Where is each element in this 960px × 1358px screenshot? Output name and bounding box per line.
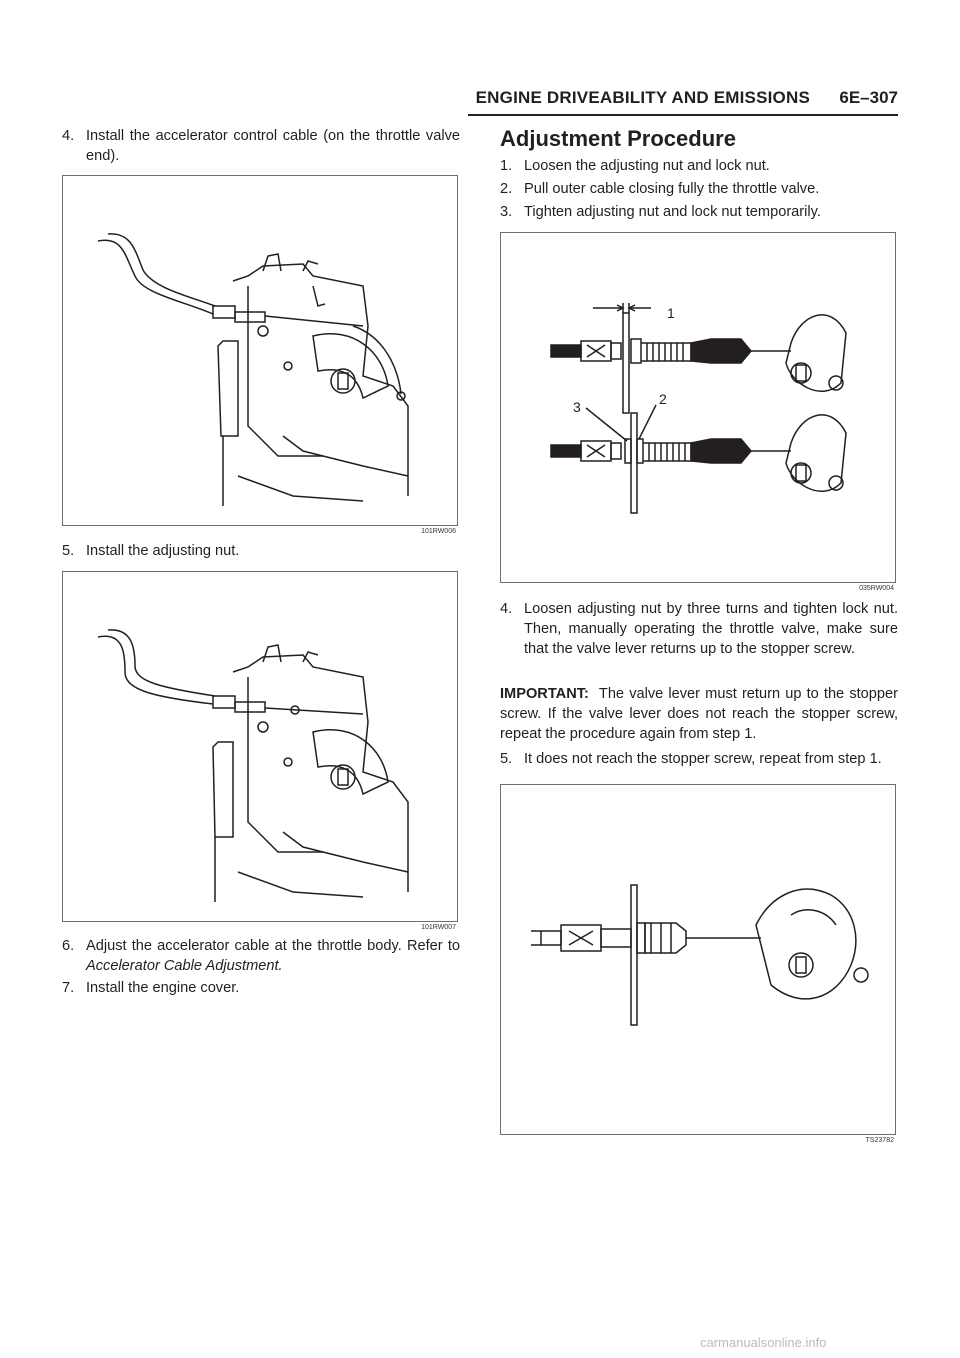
- figure-install-nut: [62, 571, 458, 922]
- step-text: Loosen the adjusting nut and lock nut.: [524, 158, 770, 174]
- step-number: 3.: [500, 204, 513, 220]
- throttle-body-illustration-2: [63, 572, 457, 921]
- important-note: [500, 684, 898, 744]
- watermark: carmanualsonline.info: [700, 1335, 827, 1350]
- figure-stopper-screw: [500, 784, 896, 1135]
- figure-adjusting-nuts: [500, 232, 896, 583]
- section-title: ENGINE DRIVEABILITY AND EMISSIONS: [475, 88, 810, 107]
- step-text: [86, 936, 460, 976]
- important-text: The valve lever must return up to the stopper screw. If the valve lever does not reach the stopper screw, repeat the procedure again from step 1.: [500, 686, 898, 742]
- adj-step-4: [500, 599, 898, 659]
- step-number: 6.: [62, 938, 75, 954]
- step-text: Install the engine cover.: [86, 980, 240, 996]
- figure-code: 101RW007: [421, 924, 456, 931]
- important-label: IMPORTANT:: [500, 686, 589, 702]
- figure-code: 035RW004: [859, 585, 894, 592]
- step-6-adjust-cable: [62, 936, 460, 976]
- adj-step-3: [500, 202, 898, 222]
- step-number: 5.: [500, 751, 513, 767]
- page-number: 6E–307: [839, 88, 898, 107]
- step-number: 4.: [500, 601, 513, 617]
- step-7-install-cover: [62, 978, 460, 998]
- figure-code: 101RW006: [421, 528, 456, 535]
- step-text: Install the adjusting nut.: [86, 543, 240, 559]
- step-4-install-cable: [62, 126, 460, 166]
- throttle-body-illustration-1: [63, 176, 457, 525]
- step-number: 2.: [500, 181, 513, 197]
- step-5-install-nut: [62, 541, 460, 561]
- step-text: Loosen adjusting nut by three turns and tighten lock nut. Then, manually operating the throttle valve, make sure that the valve lever returns up to the stopper screw.: [524, 601, 898, 657]
- figure-install-cable: [62, 175, 458, 526]
- section-heading: Adjustment Procedure: [500, 126, 736, 151]
- valve-lever-diagram: [501, 785, 895, 1134]
- adj-step-5: [500, 749, 898, 769]
- adj-step-2: [500, 179, 898, 199]
- callout-2: 2: [659, 391, 667, 407]
- step-text: Pull outer cable closing fully the throttle valve.: [524, 181, 820, 197]
- figure-code: TS23782: [865, 1137, 894, 1144]
- callout-1: 1: [667, 305, 675, 321]
- cross-reference-link[interactable]: Accelerator Cable Adjustment.: [86, 958, 283, 974]
- header-rule: [468, 114, 898, 116]
- adj-step-1: [500, 156, 898, 176]
- step-text: It does not reach the stopper screw, repeat from step 1.: [524, 751, 882, 767]
- callout-3: 3: [573, 399, 581, 415]
- step-number: 1.: [500, 158, 513, 174]
- cable-adjustment-diagram: [501, 233, 895, 582]
- step-text-main: Adjust the accelerator cable at the throttle body. Refer to: [86, 938, 460, 954]
- step-number: 5.: [62, 543, 75, 559]
- step-text: Install the accelerator control cable (on the throttle valve end).: [86, 128, 460, 164]
- step-number: 4.: [62, 128, 75, 144]
- step-text: Tighten adjusting nut and lock nut temporarily.: [524, 204, 821, 220]
- step-number: 7.: [62, 980, 75, 996]
